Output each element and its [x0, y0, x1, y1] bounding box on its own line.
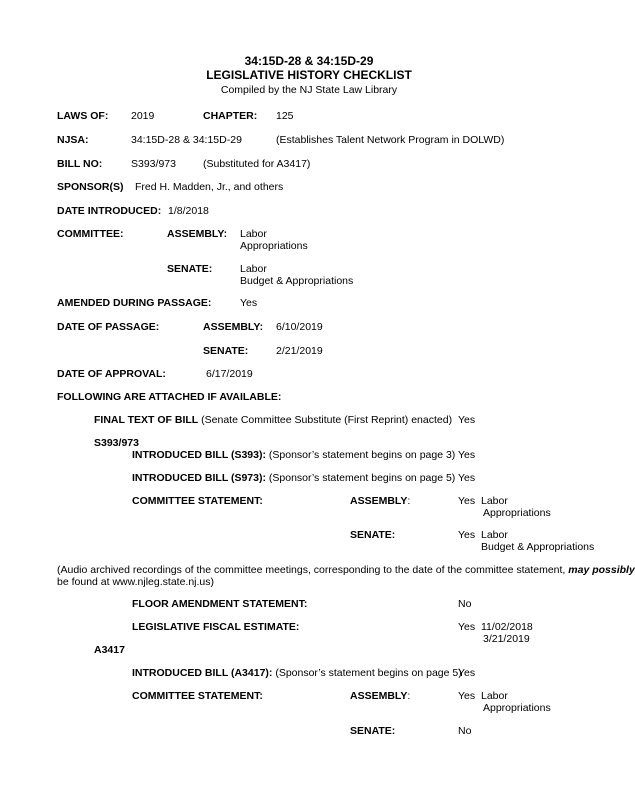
njsa-label: NJSA:: [57, 134, 89, 146]
committee-assembly-1: Labor: [240, 228, 267, 240]
s393-committee-senate-value: Yes: [458, 529, 476, 541]
fiscal-estimate-label: LEGISLATIVE FISCAL ESTIMATE:: [132, 621, 300, 633]
s973-intro-value: Yes: [458, 472, 476, 484]
a3417-heading: A3417: [94, 644, 125, 656]
a3417-committee-assembly: [350, 690, 410, 702]
s973-intro-label: INTRODUCED BILL (S973):: [132, 472, 266, 484]
s393-committee-senate-2: Budget & Appropriations: [481, 541, 595, 553]
a3417-committee-assembly-label: ASSEMBLY: [350, 690, 408, 702]
bill-no-label: BILL NO:: [57, 158, 103, 170]
s393-committee-senate-1: Labor: [481, 529, 508, 541]
s393-committee-label: COMMITTEE STATEMENT:: [132, 495, 263, 507]
final-text-value: Yes: [458, 414, 476, 426]
a3417-intro-note: (Sponsor’s statement begins on page 5): [275, 667, 462, 679]
a3417-committee-senate-label: SENATE:: [350, 725, 396, 737]
floor-amendment-label: FLOOR AMENDMENT STATEMENT:: [132, 598, 308, 610]
title-statute: 34:15D-28 & 34:15D-29: [244, 54, 374, 68]
s393-intro-note: (Sponsor’s statement begins on page 3): [268, 449, 456, 461]
compiled-by: Compiled by the NJ State Law Library: [220, 84, 398, 96]
s393-heading: S393/973: [94, 437, 139, 449]
bill-no-note: (Substituted for A3417): [203, 158, 311, 170]
fiscal-estimate-date2: 3/21/2019: [483, 633, 530, 645]
laws-of-year: 2019: [131, 110, 155, 122]
s393-committee-assembly-1: Labor: [481, 495, 508, 507]
a3417-committee-assembly-colon: :: [407, 690, 411, 702]
s393-committee-assembly-colon: :: [407, 495, 411, 507]
date-introduced-label: DATE INTRODUCED:: [57, 205, 162, 217]
s393-intro-row: [132, 449, 455, 461]
sponsor-value: Fred H. Madden, Jr., and others: [135, 181, 284, 193]
passage-label: DATE OF PASSAGE:: [57, 321, 160, 333]
committee-label: COMMITTEE:: [57, 228, 124, 240]
passage-senate-date: 2/21/2019: [276, 345, 323, 357]
passage-assembly-date: 6/10/2019: [276, 321, 323, 333]
a3417-intro-label: INTRODUCED BILL (A3417):: [132, 667, 273, 679]
amended-value: Yes: [240, 297, 258, 309]
s973-intro-note: (Sponsor’s statement begins on page 5): [268, 472, 456, 484]
sponsor-label: SPONSOR(S): [57, 181, 124, 193]
a3417-committee-senate-value: No: [458, 725, 472, 737]
committee-senate-label: SENATE:: [167, 263, 213, 275]
laws-of-label: LAWS OF:: [57, 110, 109, 122]
final-text-note: (Senate Committee Substitute (First Reprint) enacted): [201, 414, 453, 426]
committee-senate-2: Budget & Appropriations: [240, 275, 354, 287]
a3417-intro-value: Yes: [458, 667, 476, 679]
title-checklist: LEGISLATIVE HISTORY CHECKLIST: [206, 68, 412, 82]
s393-committee-assembly-value: Yes: [458, 495, 476, 507]
s393-intro-label: INTRODUCED BILL (S393):: [132, 449, 266, 461]
s393-committee-senate-label: SENATE:: [350, 529, 396, 541]
s393-committee-assembly-2: Appropriations: [483, 507, 551, 519]
a3417-committee-assembly-2: Appropriations: [483, 702, 551, 714]
committee-assembly-label: ASSEMBLY:: [167, 228, 228, 240]
s393-committee-assembly-label: ASSEMBLY: [350, 495, 408, 507]
s393-committee-assembly: [350, 495, 410, 507]
njsa-note: (Establishes Talent Network Program in DOLWD): [276, 134, 505, 146]
bill-no-value: S393/973: [131, 158, 176, 170]
a3417-committee-assembly-1: Labor: [481, 690, 508, 702]
approval-date: 6/17/2019: [206, 368, 253, 380]
njsa-value: 34:15D-28 & 34:15D-29: [131, 134, 242, 146]
fiscal-estimate-date1: 11/02/2018: [481, 621, 533, 633]
a3417-committee-label: COMMITTEE STATEMENT:: [132, 690, 263, 702]
committee-assembly-2: Appropriations: [240, 240, 308, 252]
passage-assembly-label: ASSEMBLY:: [203, 321, 264, 333]
s393-intro-value: Yes: [458, 449, 476, 461]
s973-intro-row: [132, 472, 455, 484]
floor-amendment-value: No: [458, 598, 472, 610]
chapter-value: 125: [276, 110, 294, 122]
committee-senate-1: Labor: [240, 263, 267, 275]
audio-note-emphasis: may possibly: [568, 564, 635, 576]
audio-note-line1: [57, 564, 635, 576]
passage-senate-label: SENATE:: [203, 345, 249, 357]
final-text-row: [94, 414, 452, 426]
chapter-label: CHAPTER:: [203, 110, 258, 122]
date-introduced-value: 1/8/2018: [168, 205, 209, 217]
a3417-intro-row: [132, 667, 462, 679]
amended-label: AMENDED DURING PASSAGE:: [57, 297, 212, 309]
fiscal-estimate-value: Yes: [458, 621, 476, 633]
a3417-committee-assembly-value: Yes: [458, 690, 476, 702]
audio-note-text: (Audio archived recordings of the committee meetings, corresponding to the date of the committee statement,: [57, 564, 569, 576]
final-text-label: FINAL TEXT OF BILL: [94, 414, 199, 426]
approval-label: DATE OF APPROVAL:: [57, 368, 166, 380]
audio-note-line2: be found at www.njleg.state.nj.us): [57, 576, 215, 588]
attached-heading: FOLLOWING ARE ATTACHED IF AVAILABLE:: [57, 391, 282, 403]
